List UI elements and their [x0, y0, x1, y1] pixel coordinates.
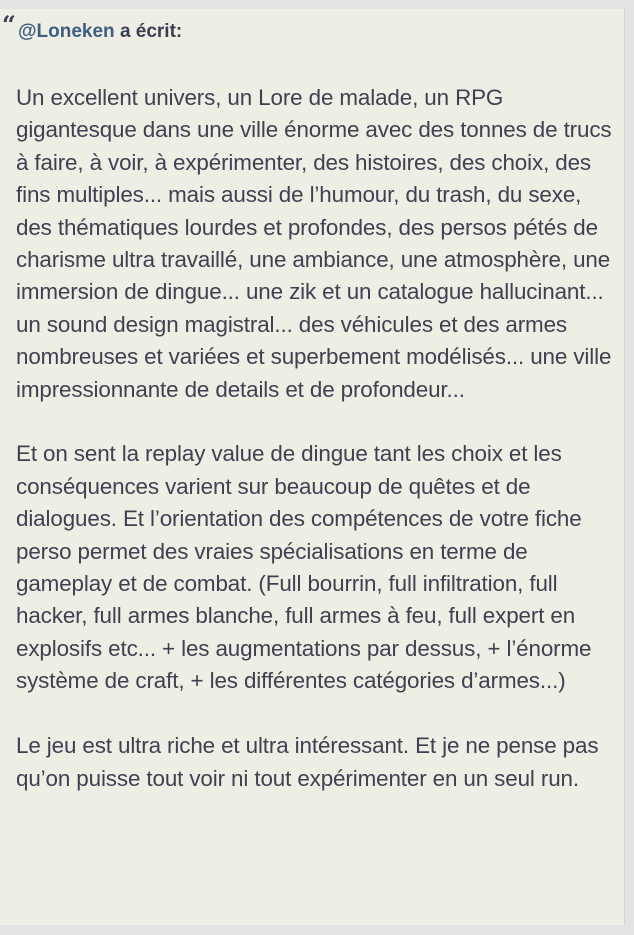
quote-paragraph-1: Un excellent univers, un Lore de malade, un RPG gigantesque dans une ville énorme avec des tonnes de trucs à faire, à voir, à expérimenter, des histoires, des choix, des fins multiples... mais aussi de l’humour, du trash, du sexe, des thématiques lourdes et profondes, des persos pétés de charisme ultra travaillé, une ambiance, une atmosphère, une immersion de dingue... une zik et un catalogue hallucinant... un sound design magistral... des véhicules et des armes nombreuses et variées et superbement modélisés... une ville impressionnante de details et de profondeur... — [16, 85, 612, 402]
quote-paragraph-2: Et on sent la replay value de dingue tant les choix et les conséquences varient sur beaucoup de quêtes et de dialogues. Et l’orientation des compétences de votre fiche perso permet des vraies spécialisations en terme de gameplay et de combat. (Full bourrin, full infiltration, full hacker, full armes blanche, full armes à feu, full expert en explosifs etc... + les augmentations par dessus, + l’énorme système de craft, + les différentes catégories d’armes...) — [16, 441, 592, 694]
quote-author-link[interactable]: @Loneken — [18, 21, 115, 42]
quote-body — [16, 82, 614, 827]
quote-paragraph-3: Le jeu est ultra riche et ultra intéressant. Et je ne pense pas qu’on puisse tout voir ni tout expérimenter en un seul run. — [16, 733, 599, 791]
quote-mark-icon: “ — [2, 10, 16, 39]
quote-block — [0, 9, 625, 925]
quote-wrote-label: a écrit: — [119, 21, 183, 42]
quote-header — [18, 20, 182, 44]
